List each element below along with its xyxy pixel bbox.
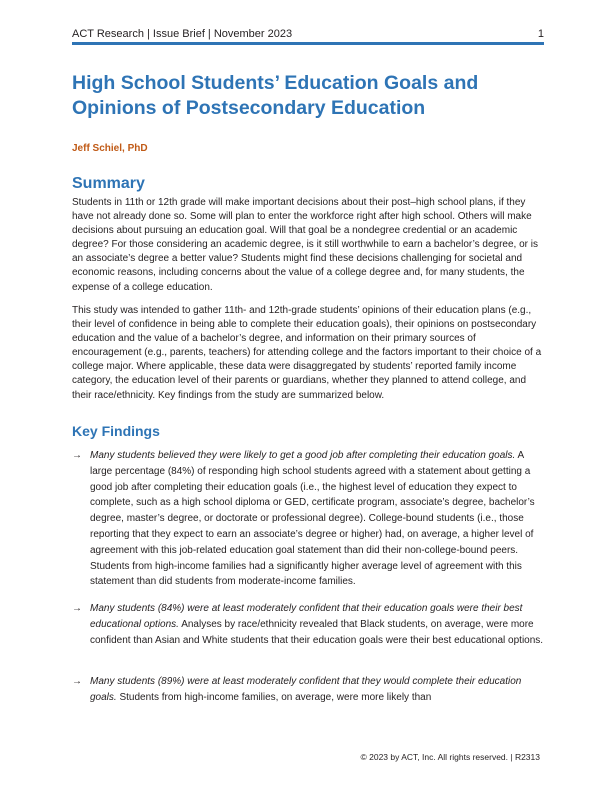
- key-finding-text: [90, 674, 546, 706]
- document-title: High School Students’ Education Goals and Opinions of Postsecondary Education: [72, 72, 479, 119]
- key-finding-lead: Many students (89%) were at least moderately confident that they would complete their education goals.: [90, 676, 522, 703]
- arrow-right-icon: →: [72, 450, 82, 461]
- key-finding-lead: Many students believed they were likely to get a good job after completing their education goals.: [90, 450, 516, 461]
- key-findings-heading: Key Findings: [72, 423, 160, 439]
- key-finding-body: Students from high-income families, on average, were more likely than: [116, 691, 432, 703]
- arrow-right-icon: →: [72, 676, 82, 687]
- running-header: [72, 28, 544, 42]
- page-number: 1: [537, 28, 544, 40]
- summary-heading: Summary: [72, 175, 145, 192]
- key-finding-text: [90, 448, 546, 590]
- key-finding-lead: Many students (84%) were at least moderately confident that their education goals were their best educational options.: [90, 603, 523, 630]
- copyright-footer: © 2023 by ACT, Inc. All rights reserved. | R2313: [360, 752, 540, 762]
- header-rule: [72, 42, 544, 45]
- summary-paragraph: Students in 11th or 12th grade will make important decisions about their post–high school plans, if they have not already done so. Some will plan to enter the workforce right after high school. Others will make decisions about pursuing an education goal. Will that goal be a nondegree credential or an academic degree? For those considering an academic degree, is it still worthwhile to earn a bachelor’s degree, or is an associate’s degree a better value? Students might find these decisions challenging for societal and economic reasons, including concerns about the value of a college degree and, for many students, the expense of a college education.: [72, 197, 538, 293]
- author-name: Jeff Schiel, PhD: [72, 143, 148, 154]
- summary-paragraph: This study was intended to gather 11th- and 12th-grade students’ opinions of their education plans (e.g., their level of confidence in being able to complete their education goals), their opinions on postsecondary education and the value of a bachelor’s degree, and information on their primary sources of encouragement (e.g., parents, teachers) for attending college and the factors important to their choice of a college major. Where applicable, these data were disaggregated by students’ reported family income category, the education level of their parents or guardians, whether they planned to attend college, and their race/ethnicity. Key findings from the study are summarized below.: [72, 305, 542, 401]
- running-title: ACT Research | Issue Brief | November 2023: [72, 28, 293, 40]
- key-finding-body: Analyses by race/ethnicity revealed that Black students, on average, were more confident than Asian and White students that their education goals were their best educational options.: [90, 618, 544, 646]
- key-finding-text: [90, 601, 546, 648]
- arrow-right-icon: →: [72, 603, 82, 614]
- key-finding-body: A large percentage (84%) of responding high school students agreed with a statement about getting a good job after completing their education goals (i.e., the highest level of education they expect to complete, such as a high school diploma or GED, certificate program, associate’s degree, bachelor’s degree, master’s degree, or doctorate or professional degree). College-bound students (i.e., those reporting that they expect to earn an associate’s degree or higher) had, on average, a higher level of agreement with this job-related education goal statement than did their non-college-bound peers. Students from high-income families had a significantly higher average level of agreement with this statement than did students from moderate-income families.: [90, 450, 535, 588]
